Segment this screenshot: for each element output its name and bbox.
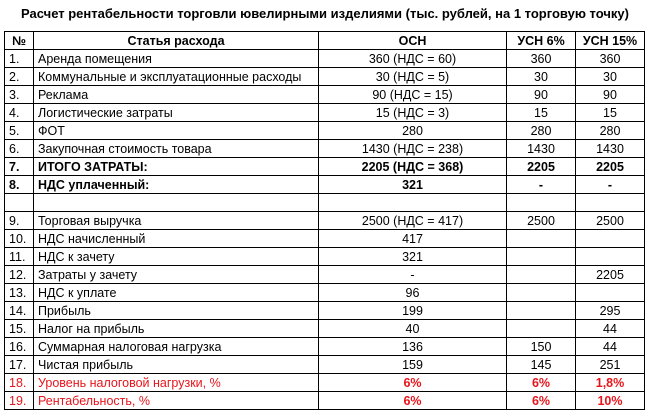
col-header-osn: ОСН — [319, 32, 507, 50]
row-label: Суммарная налоговая нагрузка — [34, 338, 319, 356]
cell-usn6: 2205 — [507, 158, 576, 176]
table-header-row — [5, 32, 645, 50]
cell-usn15 — [576, 248, 645, 266]
table-row — [5, 230, 645, 248]
row-number — [5, 194, 34, 212]
cell-osn: 199 — [319, 302, 507, 320]
cell-usn6: 15 — [507, 104, 576, 122]
cell-osn: 136 — [319, 338, 507, 356]
row-number: 13. — [5, 284, 34, 302]
table-row — [5, 104, 645, 122]
cell-usn6 — [507, 194, 576, 212]
cell-usn6: 2500 — [507, 212, 576, 230]
cell-usn15: 251 — [576, 356, 645, 374]
cell-usn15: 360 — [576, 50, 645, 68]
cell-usn15: 295 — [576, 302, 645, 320]
cell-usn15: 2500 — [576, 212, 645, 230]
cell-osn: 321 — [319, 176, 507, 194]
page-title: Расчет рентабельности торговли ювелирными изделиями (тыс. рублей, на 1 торговую точку) — [21, 6, 629, 21]
table-row — [5, 50, 645, 68]
row-number: 18. — [5, 374, 34, 392]
cell-osn: 2205 (НДС = 368) — [319, 158, 507, 176]
col-header-usn15: УСН 15% — [576, 32, 645, 50]
table-row — [5, 284, 645, 302]
cell-usn6: - — [507, 176, 576, 194]
row-label: Закупочная стоимость товара — [34, 140, 319, 158]
cell-usn6 — [507, 320, 576, 338]
cell-osn: 40 — [319, 320, 507, 338]
cell-usn6: 280 — [507, 122, 576, 140]
row-label: НДС начисленный — [34, 230, 319, 248]
table-row — [5, 68, 645, 86]
cell-osn: 360 (НДС = 60) — [319, 50, 507, 68]
row-label: Уровень налоговой нагрузки, % — [34, 374, 319, 392]
table-row-spacer — [5, 194, 645, 212]
row-number: 14. — [5, 302, 34, 320]
cell-usn6 — [507, 248, 576, 266]
cell-usn15: 15 — [576, 104, 645, 122]
row-label: ФОТ — [34, 122, 319, 140]
col-header-expense-item: Статья расхода — [34, 32, 319, 50]
row-number: 3. — [5, 86, 34, 104]
cell-usn15: 44 — [576, 338, 645, 356]
cell-usn15: 2205 — [576, 158, 645, 176]
cell-usn15: 1,8% — [576, 374, 645, 392]
cell-usn6: 360 — [507, 50, 576, 68]
cell-osn: 6% — [319, 392, 507, 410]
cell-usn6 — [507, 230, 576, 248]
row-number: 5. — [5, 122, 34, 140]
cell-usn15: 1430 — [576, 140, 645, 158]
cell-osn: 90 (НДС = 15) — [319, 86, 507, 104]
row-label: НДС к зачету — [34, 248, 319, 266]
table-row — [5, 212, 645, 230]
cell-usn15 — [576, 284, 645, 302]
row-number: 9. — [5, 212, 34, 230]
cell-osn — [319, 194, 507, 212]
row-label: Логистические затраты — [34, 104, 319, 122]
cell-osn: 321 — [319, 248, 507, 266]
cell-usn15: 44 — [576, 320, 645, 338]
row-number: 19. — [5, 392, 34, 410]
table-row — [5, 122, 645, 140]
table-row-vat-paid — [5, 176, 645, 194]
cell-osn: 96 — [319, 284, 507, 302]
row-label — [34, 194, 319, 212]
row-number: 7. — [5, 158, 34, 176]
cell-usn15 — [576, 230, 645, 248]
table-row-total — [5, 158, 645, 176]
cell-osn: 159 — [319, 356, 507, 374]
table-row — [5, 338, 645, 356]
table-row — [5, 302, 645, 320]
cell-usn6: 145 — [507, 356, 576, 374]
table-row-tax-burden — [5, 374, 645, 392]
row-label: Реклама — [34, 86, 319, 104]
row-label: Чистая прибыль — [34, 356, 319, 374]
table-row — [5, 266, 645, 284]
cell-usn15: 280 — [576, 122, 645, 140]
cell-osn: 1430 (НДС = 238) — [319, 140, 507, 158]
cell-usn15: 2205 — [576, 266, 645, 284]
cell-osn: 2500 (НДС = 417) — [319, 212, 507, 230]
cell-usn6 — [507, 284, 576, 302]
row-number: 17. — [5, 356, 34, 374]
cell-osn: 280 — [319, 122, 507, 140]
cell-usn15: - — [576, 176, 645, 194]
cell-usn6: 6% — [507, 392, 576, 410]
row-number: 15. — [5, 320, 34, 338]
row-label: Прибыль — [34, 302, 319, 320]
row-label: Затраты у зачету — [34, 266, 319, 284]
row-label: НДС уплаченный: — [34, 176, 319, 194]
cell-usn15: 90 — [576, 86, 645, 104]
cell-usn6 — [507, 266, 576, 284]
table-row — [5, 320, 645, 338]
cell-usn6: 150 — [507, 338, 576, 356]
row-number: 4. — [5, 104, 34, 122]
cell-usn15: 10% — [576, 392, 645, 410]
cell-usn6 — [507, 302, 576, 320]
table-row — [5, 248, 645, 266]
cell-usn6: 90 — [507, 86, 576, 104]
row-number: 12. — [5, 266, 34, 284]
row-label: Рентабельность, % — [34, 392, 319, 410]
cell-usn6: 6% — [507, 374, 576, 392]
row-number: 1. — [5, 50, 34, 68]
cell-osn: 15 (НДС = 3) — [319, 104, 507, 122]
row-label: Налог на прибыль — [34, 320, 319, 338]
cell-osn: - — [319, 266, 507, 284]
cell-usn15 — [576, 194, 645, 212]
cell-osn: 6% — [319, 374, 507, 392]
profitability-table — [4, 31, 645, 410]
cell-usn6: 1430 — [507, 140, 576, 158]
table-row — [5, 356, 645, 374]
row-label: Аренда помещения — [34, 50, 319, 68]
row-label: НДС к уплате — [34, 284, 319, 302]
cell-osn: 30 (НДС = 5) — [319, 68, 507, 86]
row-number: 16. — [5, 338, 34, 356]
col-header-number: № — [5, 32, 34, 50]
table-row — [5, 140, 645, 158]
row-label: Торговая выручка — [34, 212, 319, 230]
row-number: 2. — [5, 68, 34, 86]
row-number: 10. — [5, 230, 34, 248]
row-label: Коммунальные и эксплуатационные расходы — [34, 68, 319, 86]
cell-usn6: 30 — [507, 68, 576, 86]
cell-usn15: 30 — [576, 68, 645, 86]
cell-osn: 417 — [319, 230, 507, 248]
row-number: 11. — [5, 248, 34, 266]
table-row — [5, 86, 645, 104]
table-row-profitability — [5, 392, 645, 410]
row-number: 8. — [5, 176, 34, 194]
col-header-usn6: УСН 6% — [507, 32, 576, 50]
row-label: ИТОГО ЗАТРАТЫ: — [34, 158, 319, 176]
row-number: 6. — [5, 140, 34, 158]
